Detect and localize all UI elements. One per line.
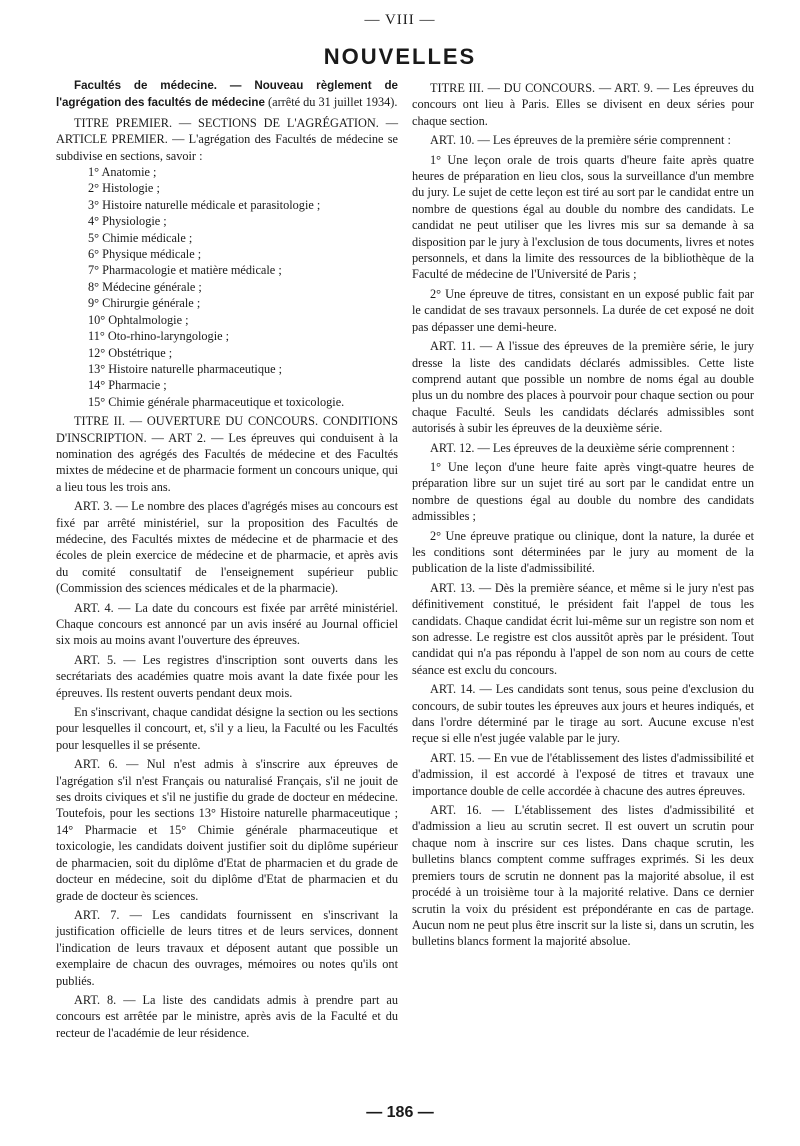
right-column <box>412 77 754 950</box>
list-item: 3° Histoire naturelle médicale et parasitologie ; <box>88 197 321 212</box>
list-item: 8° Médecine générale ; <box>88 279 202 294</box>
lead-heading: Facultés de médecine. — Nouveau règlement de l'agrégation des facultés de médecine <box>56 79 398 110</box>
paragraph: ART. 16. — L'établissement des listes d'admissibilité et d'admission a lieu au scrutin secret. Il est ouvert un scrutin pour chaque nom à inscrire sur ces listes. Dans chaque scrutin, les bulletins blancs comptent comme suffrages exprimés. Si les deux premiers tours de scrutin ne donnent pas la majorité absolue, il est procédé à un troisième tour à la majorité relative. Dans ce dernier scrutin la voix du président est prépondérante en cas de partage. Aucun nom ne peut plus être inscrit sur la liste si, dans un scrutin, les bulletins blancs forment la majorité absolue. <box>412 803 754 949</box>
paragraph: 2° Une épreuve pratique ou clinique, dont la nature, la durée et les conditions sont déterminées par le jury au moment de la publication de la liste d'admissibilité. <box>412 528 754 576</box>
page-number: — 186 — <box>366 1104 434 1121</box>
paragraph: TITRE PREMIER. — SECTIONS DE L'AGRÉGATION. — ARTICLE PREMIER. — L'agrégation des Facultés de médecine se subdivise en sections, savoir : <box>56 115 398 163</box>
paragraph: ART. 14. — Les candidats sont tenus, sous peine d'exclusion du concours, de subir toutes les épreuves aux jours et heures indiqués, et dans l'ordre déterminé par le tirage au sort. Aucune excuse n'est reçue si elle n'est jugée valable par le jury. <box>412 682 754 746</box>
list-item: 11° Oto-rhino-laryngologie ; <box>88 329 230 344</box>
paragraph: TITRE III. — DU CONCOURS. — ART. 9. — Les épreuves du concours ont lieu à Paris. Elles se divisent en deux séries pour chaque section. <box>412 81 754 128</box>
list-item: 10° Ophtalmologie ; <box>88 312 189 327</box>
paragraph: 2° Une épreuve de titres, consistant en un exposé public fait par le candidat de ses travaux personnels. La durée de cet exposé ne doit pas dépasser une demi-heure. <box>412 286 754 334</box>
list-item: 9° Chirurgie générale ; <box>88 296 201 311</box>
list-item: 5° Chimie médicale ; <box>88 230 193 245</box>
paragraph: ART. 13. — Dès la première séance, et même si le jury n'est pas définitivement constitué, le président fait l'appel de tous les candidats. Chaque candidat écrit lui-même sur un registre son nom et son adresse. Le registre est clos aussitôt après par le président. Tout candidat qui n'a pas répondu à l'appel de son nom au cours de cette séance est exclu du concours. <box>412 580 754 677</box>
list-item: 1° Anatomie ; <box>88 165 157 180</box>
section-title: NOUVELLES <box>323 44 477 69</box>
list-item: 7° Pharmacologie et matière médicale ; <box>88 263 282 278</box>
list-item: 15° Chimie générale pharmaceutique et toxicologie. <box>88 394 345 409</box>
list-item: 12° Obstétrique ; <box>88 345 173 360</box>
paragraph: 1° Une leçon orale de trois quarts d'heure faite après quatre heures de préparation en lieu clos, sous la surveillance d'un membre du jury. Le sujet de cette leçon est tiré au sort par le candidat entre un nombre de questions égal au double du nombre des candidats. Le candidat ne peut utiliser que les livres mis sur sa demande à sa disposition par le jury à l'exclusion de tous documents, livres et notes personnels, et dans la limite des ressources de la bibliothèque de la Faculté de médecine de l'Université de Paris ; <box>412 152 754 282</box>
paragraph: En s'inscrivant, chaque candidat désigne la section ou les sections pour lesquelles il concourt, et, s'il y a lieu, la Faculté ou les Facultés pour lesquelles il se présente. <box>56 705 398 752</box>
paragraph: ART. 5. — Les registres d'inscription sont ouverts dans les secrétariats des académies quatre mois avant la date fixée pour les épreuves. Ils restent ouverts pendant deux mois. <box>56 652 398 700</box>
running-header: — VIII — <box>364 12 436 28</box>
paragraph: ART. 7. — Les candidats fournissent en s'inscrivant la justification officielle de leurs titres et de leurs services, donnent l'indication de leurs travaux et déposent autant que possible un exemplaire de chacun des ouvrages, mémoires ou notes qu'ils ont publiés. <box>56 907 398 988</box>
list-item: 4° Physiologie ; <box>88 214 167 229</box>
list-item: 2° Histologie ; <box>88 181 160 196</box>
paragraph: TITRE II. — OUVERTURE DU CONCOURS. CONDITIONS D'INSCRIPTION. — ART 2. — Les épreuves qui conduisent à la nomination des agrégés des Facultés de médecine et des Facultés mixtes de médecine et de pharmacie forment un concours unique, qui a lieu tous les trois ans. <box>56 414 398 494</box>
list-item: 13° Histoire naturelle pharmaceutique ; <box>88 361 283 376</box>
paragraph: ART. 4. — La date du concours est fixée par arrêté ministériel. Chaque concours est annoncé par un avis inséré au Journal officiel six mois au moins avant l'ouverture des épreuves. <box>56 600 398 648</box>
paragraph: ART. 3. — Le nombre des places d'agrégés mises au concours est fixé par arrêté ministériel, sur la proposition des Facultés de médecine, des Facultés mixtes de médecine et de pharmacie et des écoles de plein exercice de médecine et de pharmacie, et après avis du comité consultatif de l'enseignement supérieur public (Commission des sciences médicales et de la pharmacie). <box>56 499 398 596</box>
paragraph: ART. 12. — Les épreuves de la deuxième série comprennent : <box>430 440 735 455</box>
paragraph: ART. 6. — Nul n'est admis à s'inscrire aux épreuves de l'agrégation s'il n'est Français ou naturalisé Français, s'il ne jouit de ses droits civiques et s'il ne justifie du grade de docteur en médecine. Toutefois, pour les sections 13° Histoire naturelle pharmaceutique ; 14° Pharmacie et 15° Chimie générale pharmaceutique et toxicologie, les candidats doivent justifier soit du diplôme supérieur de pharmacien, soit du diplôme d'Etat de pharmacien et du grade de docteur en médecine, soit du diplôme d'Etat de pharmacien et du grade de docteur ès sciences. <box>56 757 398 903</box>
left-column <box>56 77 398 1041</box>
paragraph: ART. 11. — A l'issue des épreuves de la première série, le jury dresse la liste des candidats déclarés admissibles. Cette liste comprend autant que possible un nombre de noms égal au double plus un du nombre des places à pourvoir pour chaque section ou pour chaque Faculté. Seuls les candidats déclarés admissibles sont autorisés à subir les épreuves de la deuxième série. <box>412 339 754 436</box>
paragraph: ART. 10. — Les épreuves de la première série comprennent : <box>430 133 731 148</box>
paragraph: ART. 8. — La liste des candidats admis à prendre part au concours est arrêtée par le ministre, après avis de la Faculté et du recteur de l'académie de leur résidence. <box>56 992 398 1040</box>
paragraph <box>56 77 398 112</box>
list-item: 14° Pharmacie ; <box>88 378 167 393</box>
paragraph: 1° Une leçon d'une heure faite après vingt-quatre heures de préparation libre sur un sujet tiré au sort par le candidat entre un nombre de questions égal au double du nombre des candidats admissibles ; <box>412 459 754 524</box>
lead-text: (arrêté du 31 juillet 1934). <box>264 95 398 110</box>
list-item: 6° Physique médicale ; <box>88 247 202 262</box>
paragraph: ART. 15. — En vue de l'établissement des listes d'admissibilité et d'admission, il est accordé à l'exposé de titres et travaux une importance double de celle accordée à chacune des autres épreuves. <box>412 750 754 798</box>
